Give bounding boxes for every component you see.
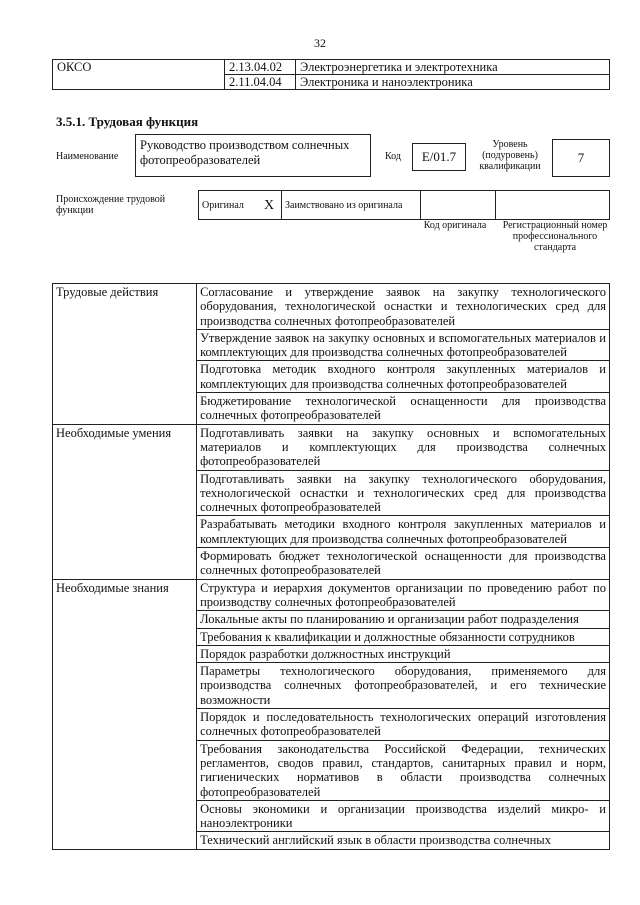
- item-text: Локальные акты по планированию и организации работ подразделения: [197, 611, 610, 628]
- item-text: Технический английский язык в области производства солнечных: [197, 832, 610, 849]
- group-label: [53, 628, 197, 645]
- table-row: [53, 579, 610, 611]
- table-row: [53, 284, 610, 330]
- original-code-cell: [421, 191, 496, 220]
- okso-code: 2.13.04.02: [225, 60, 296, 75]
- item-text: Разрабатывать методики входного контроля закупленных материалов и комплектующих для производства солнечных фотопреобразователей: [197, 516, 610, 548]
- item-text: Согласование и утверждение заявок на закупку технологического оборудования, технологической оснастки и технологических сред для производства солнечных фотопреобразователей: [197, 284, 610, 330]
- group-label: [53, 611, 197, 628]
- table-row: [53, 645, 610, 662]
- group-label: Необходимые знания: [53, 579, 197, 611]
- item-text: Параметры технологического оборудования, применяемого для производства солнечных фотопреобразователей, и его технические возможности: [197, 663, 610, 709]
- item-text: Структура и иерархия документов организации по проведению работ по производству солнечных фотопреобразователей: [197, 579, 610, 611]
- borrowed-label: Заимствовано из оригинала: [282, 191, 421, 220]
- okso-table: [52, 59, 610, 90]
- group-label: [53, 832, 197, 849]
- table-row: [53, 361, 610, 393]
- okso-name: Электроника и наноэлектроника: [296, 75, 610, 90]
- table-row: [53, 628, 610, 645]
- table-row: [53, 516, 610, 548]
- group-label: [53, 393, 197, 425]
- group-label: [53, 645, 197, 662]
- okso-row: [53, 60, 610, 75]
- group-label: [53, 329, 197, 361]
- main-table: [52, 283, 610, 850]
- item-text: Требования законодательства Российской Федерации, технических регламентов, сводов правил, стандартов, санитарных правил и норм, гигиенических нормативов в области производства солнечных фотопреобразователей: [197, 740, 610, 800]
- item-text: Подготовка методик входного контроля закупленных материалов и комплектующих для производства солнечных фотопреобразователей: [197, 361, 610, 393]
- original-mark: X: [257, 191, 282, 220]
- table-row: [53, 470, 610, 516]
- item-text: Подготавливать заявки на закупку технологического оборудования, технологической оснастки и технологических сред для производства солнечных фотопреобразователей: [197, 470, 610, 516]
- qualification-level: 7: [552, 139, 610, 177]
- table-row: [53, 424, 610, 470]
- item-text: Основы экономики и организации производства изделий микро- и наноэлектроники: [197, 800, 610, 832]
- okso-code: 2.11.04.04: [225, 75, 296, 90]
- table-row: [53, 832, 610, 849]
- item-text: Требования к квалификации и должностные обязанности сотрудников: [197, 628, 610, 645]
- table-row: [53, 709, 610, 741]
- page-number: 32: [314, 36, 326, 50]
- table-row: [53, 611, 610, 628]
- item-text: Порядок разработки должностных инструкций: [197, 645, 610, 662]
- group-label: [53, 740, 197, 800]
- item-text: Формировать бюджет технологической оснащенности для производства солнечных фотопреобразователей: [197, 548, 610, 580]
- level-label: Уровень (подуровень) квалификации: [479, 139, 541, 172]
- function-name: Руководство производством солнечных фотопреобразователей: [135, 134, 371, 177]
- table-row: [53, 663, 610, 709]
- group-label: [53, 548, 197, 580]
- code-caption: Код оригинала: [423, 220, 487, 231]
- original-label: Оригинал: [199, 191, 258, 220]
- item-text: Подготавливать заявки на закупку основных и вспомогательных материалов и комплектующих для производства солнечных фотопреобразователей: [197, 424, 610, 470]
- table-row: [53, 329, 610, 361]
- name-label: Наименование: [56, 151, 119, 162]
- group-label: [53, 800, 197, 832]
- table-row: [53, 548, 610, 580]
- reg-number-cell: [496, 191, 610, 220]
- item-text: Порядок и последовательность технологических операций изготовления солнечных фотопреобразователей: [197, 709, 610, 741]
- item-text: Бюджетирование технологической оснащенности для производства солнечных фотопреобразователей: [197, 393, 610, 425]
- group-label: [53, 470, 197, 516]
- table-row: [53, 800, 610, 832]
- group-label: [53, 663, 197, 709]
- item-text: Утверждение заявок на закупку основных и вспомогательных материалов и комплектующих для производства солнечных фотопреобразователей: [197, 329, 610, 361]
- okso-name: Электроэнергетика и электротехника: [296, 60, 610, 75]
- code-label: Код: [385, 151, 401, 162]
- group-label: [53, 361, 197, 393]
- table-row: [53, 393, 610, 425]
- origin-table: [198, 190, 610, 220]
- group-label: Необходимые умения: [53, 424, 197, 470]
- group-label: Трудовые действия: [53, 284, 197, 330]
- table-row: [53, 740, 610, 800]
- origin-label: Происхождение трудовой функции: [56, 194, 166, 216]
- group-label: [53, 516, 197, 548]
- group-label: [53, 709, 197, 741]
- function-code: E/01.7: [412, 143, 466, 171]
- reg-caption: Регистрационный номер профессионального стандарта: [502, 220, 608, 253]
- okso-label: ОКСО: [53, 60, 225, 90]
- section-heading: 3.5.1. Трудовая функция: [56, 114, 199, 129]
